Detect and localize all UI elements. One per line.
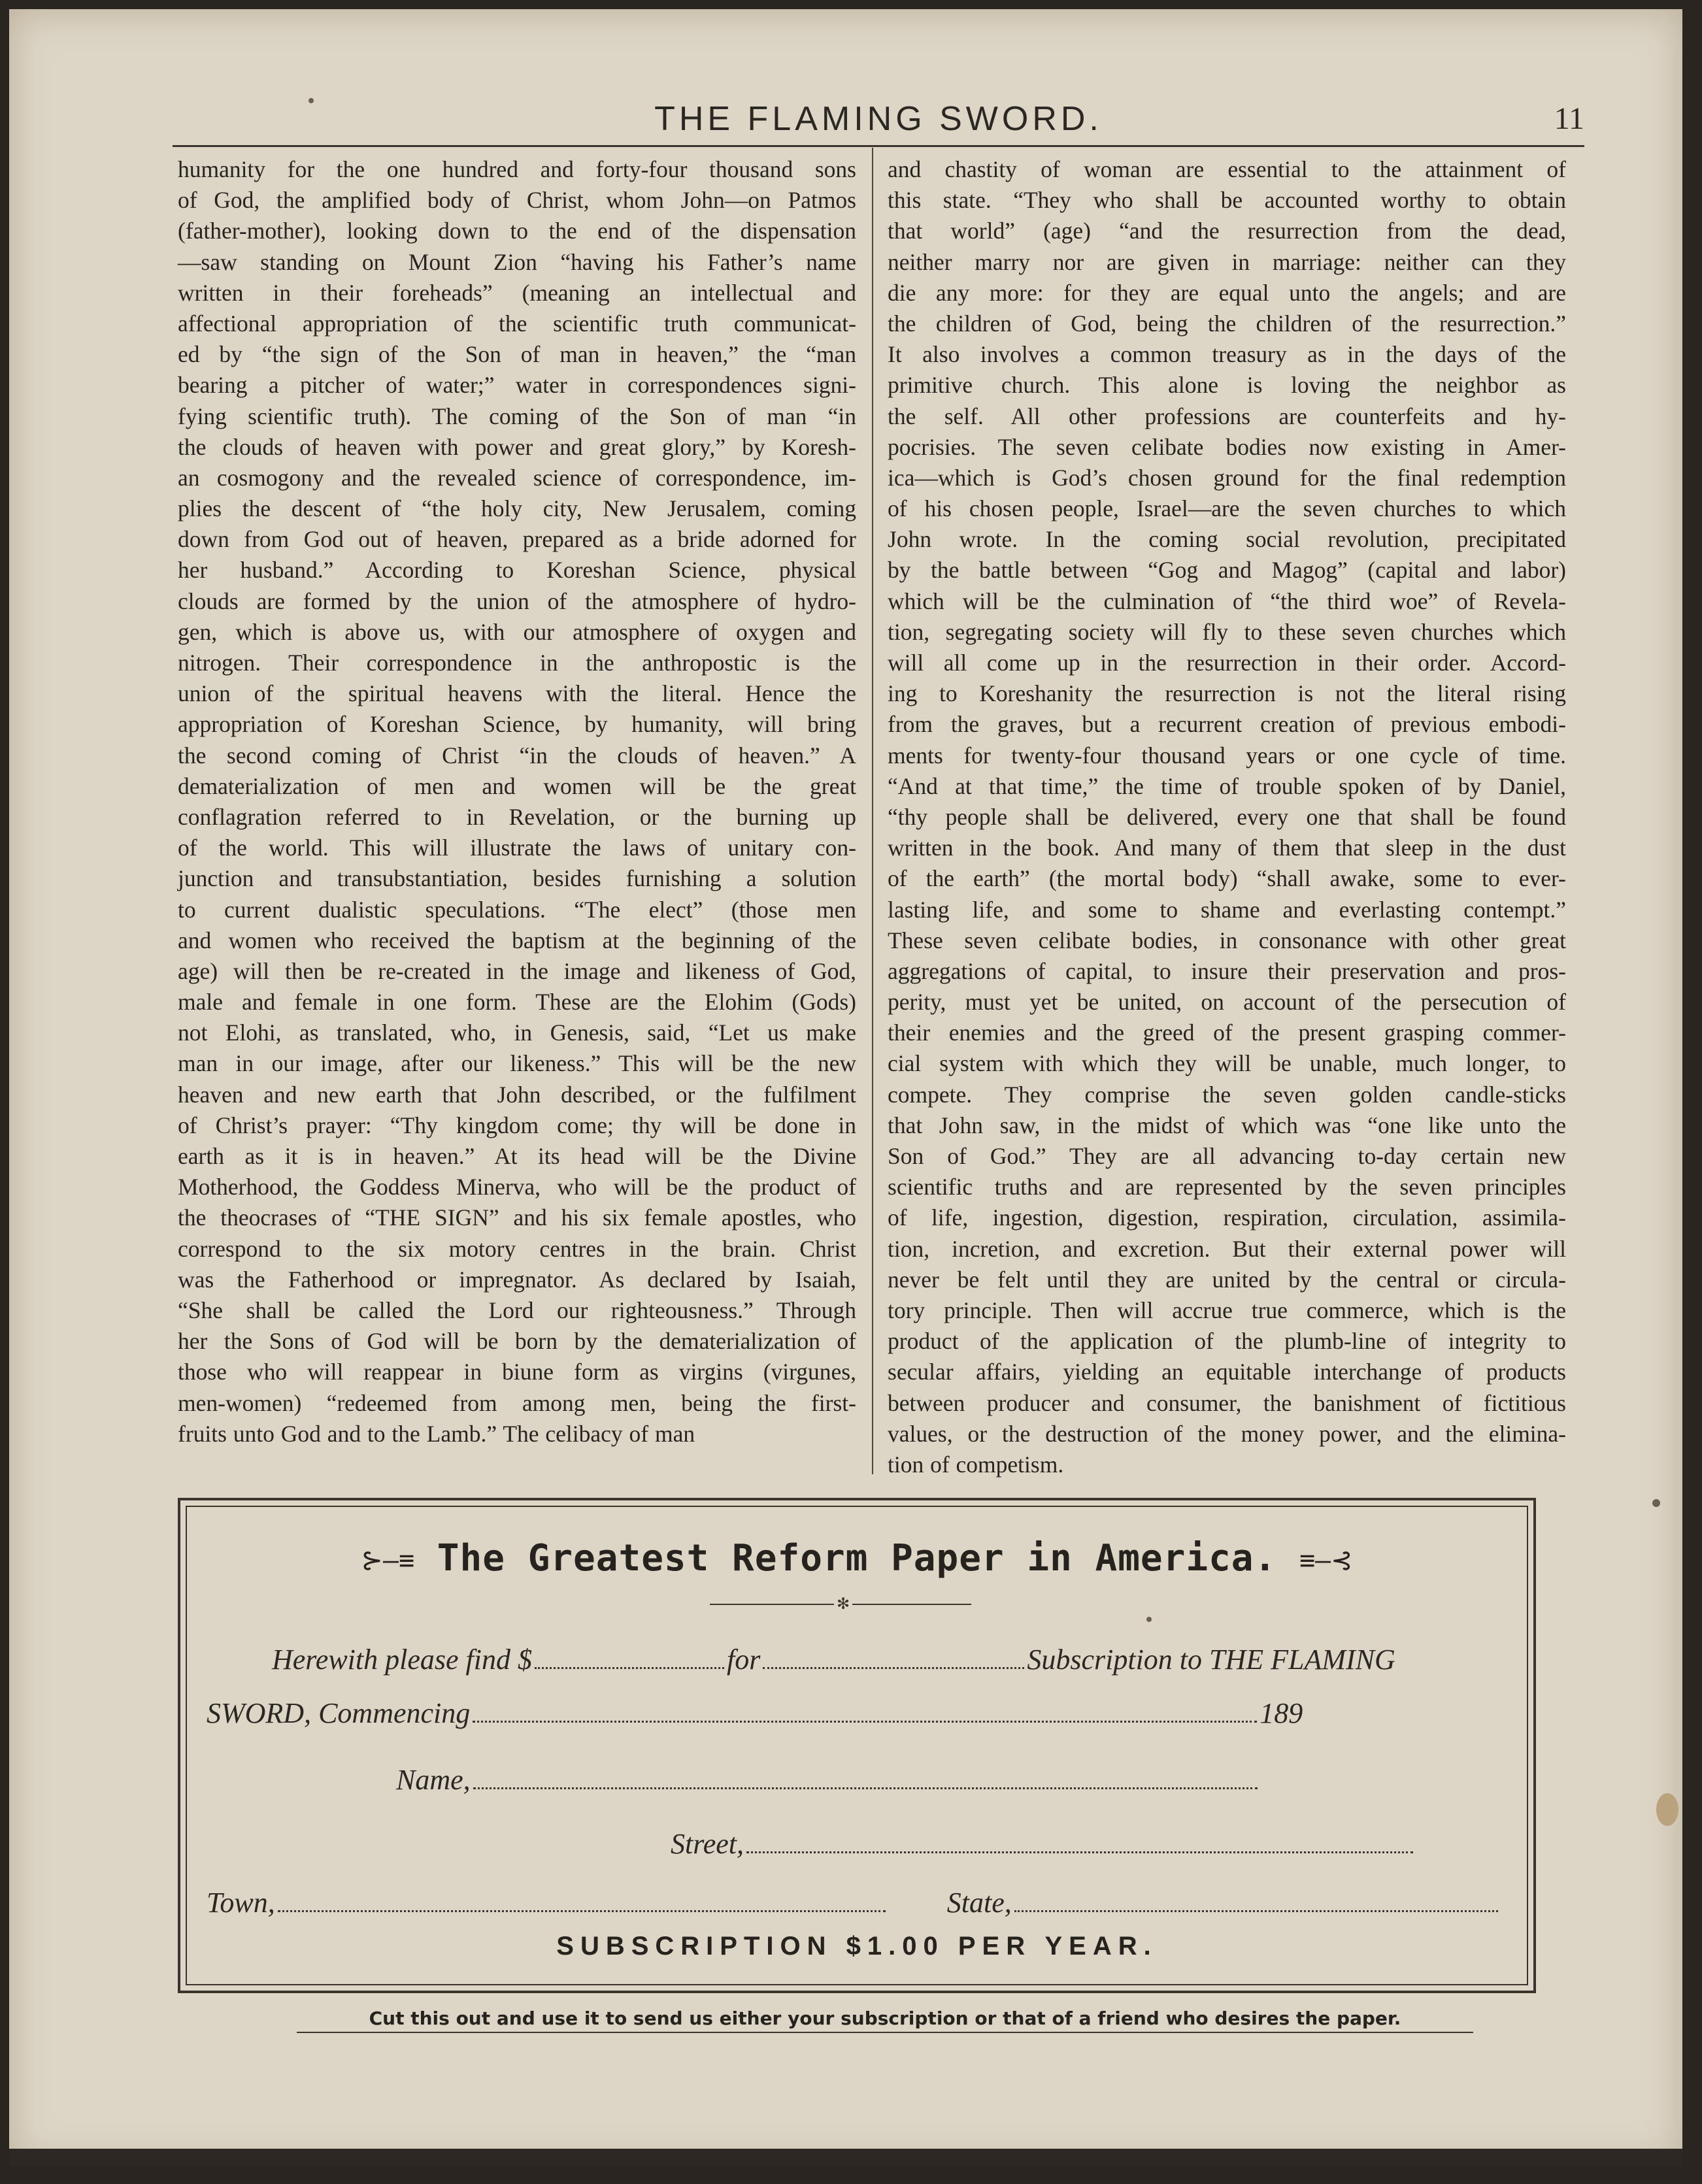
text-line-content: this state. “They who shall be accounted worthy to obtain — [888, 187, 1566, 214]
text-line-content: product of the application of the plumb-line of integrity to — [888, 1328, 1566, 1355]
text-line — [888, 895, 1566, 925]
text-line — [178, 308, 856, 339]
ornament-right-icon: ≡—⊰ — [1299, 1545, 1353, 1576]
ink-speck — [309, 98, 314, 103]
text-line — [888, 709, 1566, 740]
text-line — [888, 956, 1566, 987]
text-line-content: was the Fatherhood or impregnator. As declared by Isaiah, — [178, 1266, 856, 1293]
text-line-content: the self. All other professions are counterfeits and hy- — [888, 403, 1566, 429]
text-line — [178, 1048, 856, 1079]
text-line-content: the theocrases of “THE SIGN” and his six female apostles, who — [178, 1204, 856, 1231]
name-field[interactable] — [473, 1785, 1258, 1789]
year-prefix: 189 — [1260, 1697, 1303, 1729]
text-line — [888, 678, 1566, 709]
text-line — [888, 586, 1566, 617]
text-line-content: primitive church. This alone is loving the neighbor as — [888, 372, 1566, 399]
text-line — [888, 216, 1566, 246]
text-line — [888, 370, 1566, 401]
text-line-content: fruits unto God and to the Lamb.” The celibacy of man — [178, 1420, 695, 1447]
text-line-content: scientific truths and are represented by the seven principles — [888, 1174, 1566, 1200]
subscription-form-box — [178, 1498, 1536, 1993]
text-line-content: conflagration referred to in Revelation, or the burning up — [178, 803, 856, 830]
text-line — [888, 833, 1566, 863]
text-line — [888, 1048, 1566, 1079]
form-line-name — [396, 1763, 1260, 1796]
text-line-content: affectional appropriation of the scientific truth communicat- — [178, 310, 856, 337]
text-line — [178, 432, 856, 463]
text-line-content: It also involves a common treasury as in the days of the — [888, 341, 1566, 368]
text-line — [888, 339, 1566, 370]
text-line-content: pocrisies. The seven celibate bodies now existing in Amer- — [888, 433, 1566, 460]
commencing-date-field[interactable] — [473, 1718, 1257, 1723]
text-line — [888, 863, 1566, 894]
ornamental-divider — [710, 1596, 971, 1613]
text-line-content: which will be the culmination of “the third woe” of Revela- — [888, 587, 1566, 614]
text-line — [888, 247, 1566, 278]
text-line — [888, 1449, 1566, 1480]
term-field[interactable] — [763, 1664, 1024, 1669]
text-line — [178, 1080, 856, 1110]
text-line-content: the second coming of Christ “in the clouds of heaven.” A — [178, 742, 856, 769]
text-line-content: between producer and consumer, the banishment of fictitious — [888, 1389, 1566, 1416]
text-line — [888, 1295, 1566, 1326]
text-line-content: that John saw, in the midst of which was “one like unto the — [888, 1112, 1566, 1138]
text-line-content: to current dualistic speculations. “The elect” (those men — [178, 896, 856, 923]
ornament-left-icon: ⊱—≡ — [361, 1545, 415, 1576]
text-line — [888, 524, 1566, 555]
name-label: Name, — [396, 1764, 471, 1796]
text-line — [888, 771, 1566, 802]
text-line-content: Son of God.” They are all advancing to-day certain new — [888, 1143, 1566, 1169]
text-line-content: of life, ingestion, digestion, respiration, circulation, assimila- — [888, 1204, 1566, 1231]
text-line — [888, 1326, 1566, 1357]
text-line — [888, 925, 1566, 956]
text-line — [178, 401, 856, 432]
masthead — [173, 99, 1584, 145]
text-line-content: tion of competism. — [888, 1451, 1064, 1478]
text-line-content: bearing a pitcher of water;” water in correspondences signi- — [178, 372, 856, 399]
text-line-content: of the world. This will illustrate the laws of unitary con- — [178, 835, 856, 861]
magazine-page — [9, 9, 1682, 2166]
text-line-content: ing to Koreshanity the resurrection is not the literal rising — [888, 680, 1566, 707]
text-line — [178, 1110, 856, 1141]
text-line-content: heaven and new earth that John described, or the fulfilment — [178, 1081, 856, 1108]
text-line-content: ed by “the sign of the Son of man in heaven,” the “man — [178, 341, 856, 368]
text-line-content: man in our image, after our likeness.” This will be the new — [178, 1050, 856, 1077]
text-line — [178, 216, 856, 246]
text-line — [178, 1172, 856, 1202]
text-line-content: nitrogen. Their correspondence in the anthropostic is the — [178, 650, 856, 676]
text-line-content: values, or the destruction of the money power, and the elimina- — [888, 1420, 1566, 1447]
text-line-content: of God, the amplified body of Christ, whom John—on Patmos — [178, 187, 856, 214]
text-line-content: tory principle. Then will accrue true commerce, which is the — [888, 1297, 1566, 1323]
text-line — [178, 1018, 856, 1048]
text-line — [888, 740, 1566, 771]
publication-title: THE FLAMING SWORD. — [654, 100, 1103, 138]
text-line-content: that world” (age) “and the resurrection from the dead, — [888, 218, 1566, 244]
state-field[interactable] — [1014, 1908, 1498, 1912]
text-line-content: dematerialization of men and women will be the great — [178, 772, 856, 799]
text-line — [888, 1110, 1566, 1141]
form-line-payment — [272, 1643, 1395, 1676]
text-line — [178, 1326, 856, 1357]
text-line — [178, 339, 856, 370]
town-label: Town, — [207, 1887, 275, 1919]
text-line — [888, 401, 1566, 432]
text-line — [178, 154, 856, 185]
text-line — [888, 278, 1566, 308]
text-line — [178, 802, 856, 833]
text-line — [178, 1202, 856, 1233]
text-line-content: her the Sons of God will be born by the dematerialization of — [178, 1328, 856, 1355]
text-line — [178, 648, 856, 678]
text-line — [888, 1265, 1566, 1295]
text-line — [178, 1357, 856, 1387]
text-line — [888, 432, 1566, 463]
promo-headline-text: The Greatest Reform Paper in America. — [437, 1537, 1277, 1580]
text-line-content: (father-mother), looking down to the end of the dispensation — [178, 218, 856, 244]
text-line — [888, 802, 1566, 833]
text-line-content: clouds are formed by the union of the atmosphere of hydro- — [178, 587, 856, 614]
text-line — [888, 1141, 1566, 1172]
text-line-content: down from God out of heaven, prepared as a bride adorned for — [178, 526, 856, 553]
street-label: Street, — [671, 1828, 744, 1860]
text-line — [178, 925, 856, 956]
text-line — [178, 1295, 856, 1326]
form-line-commencing — [207, 1696, 1303, 1730]
text-line — [888, 648, 1566, 678]
text-line — [178, 1419, 856, 1449]
text-line — [178, 678, 856, 709]
text-line-content: “And at that time,” the time of trouble spoken of by Daniel, — [888, 772, 1566, 799]
text-line — [178, 493, 856, 524]
text-line — [178, 833, 856, 863]
text-line-content: aggregations of capital, to insure their preservation and pros- — [888, 957, 1566, 984]
cut-out-instruction: Cut this out and use it to send us either your subscription or that of a friend who desires the paper. — [297, 2008, 1473, 2033]
text-line-content: plies the descent of “the holy city, New Jerusalem, coming — [178, 495, 856, 522]
ink-speck — [1146, 1617, 1152, 1622]
street-field[interactable] — [746, 1849, 1413, 1853]
text-line-content: correspond to the six motory centres in the brain. Christ — [178, 1235, 856, 1262]
text-line — [178, 740, 856, 771]
text-line-content: tion, incretion, and excretion. But their external power will — [888, 1235, 1566, 1262]
state-label: State, — [946, 1887, 1012, 1919]
page-number: 11 — [1554, 101, 1584, 136]
text-line — [888, 1388, 1566, 1419]
text-line — [888, 1018, 1566, 1048]
header-rule — [173, 145, 1584, 147]
text-line-content: the children of God, being the children of the resurrection.” — [888, 310, 1566, 337]
text-line-content: and women who received the baptism at the beginning of the — [178, 927, 856, 953]
text-line-content: by the battle between “Gog and Magog” (capital and labor) — [888, 557, 1566, 584]
text-line-content: John wrote. In the coming social revolution, precipitated — [888, 526, 1566, 553]
right-column-text — [888, 154, 1566, 1480]
commencing-label: SWORD, Commencing — [207, 1697, 471, 1729]
subscription-price: SUBSCRIPTION $1.00 PER YEAR. — [556, 1932, 1158, 1961]
text-line-content: These seven celibate bodies, in consonance with other great — [888, 927, 1566, 953]
text-line-content: fying scientific truth). The coming of the Son of man “in — [178, 403, 856, 429]
text-line — [178, 555, 856, 586]
text-line — [178, 956, 856, 987]
text-line-content: tion, segregating society will fly to these seven churches which — [888, 618, 1566, 645]
text-line — [888, 1234, 1566, 1265]
text-line — [178, 1141, 856, 1172]
text-line-content: will all come up in the resurrection in their order. Accord- — [888, 650, 1566, 676]
text-line-content: ica—which is God’s chosen ground for the final redemption — [888, 464, 1566, 491]
amount-field[interactable] — [535, 1664, 724, 1669]
text-line — [178, 1234, 856, 1265]
text-line — [178, 987, 856, 1018]
text-line-content: Motherhood, the Goddess Minerva, who will be the product of — [178, 1174, 856, 1200]
text-line-content: from the graves, but a recurrent creation of previous embodi- — [888, 711, 1566, 738]
text-line — [888, 555, 1566, 586]
text-line-content: of his chosen people, Israel—are the seven churches to which — [888, 495, 1566, 522]
text-line — [178, 863, 856, 894]
text-line — [888, 987, 1566, 1018]
text-line — [178, 709, 856, 740]
text-line — [888, 463, 1566, 493]
text-line-content: her husband.” According to Koreshan Science, physical — [178, 557, 856, 584]
text-line — [178, 617, 856, 648]
text-line-content: age) will then be re-created in the image and likeness of God, — [178, 957, 856, 984]
text-line — [888, 1172, 1566, 1202]
column-divider — [872, 148, 873, 1474]
text-line — [178, 1265, 856, 1295]
form-line-street — [671, 1827, 1416, 1861]
text-line — [888, 154, 1566, 185]
text-line — [888, 308, 1566, 339]
text-line-content: those who will reappear in biune form as virgins (virgunes, — [178, 1359, 856, 1385]
text-line-content: ments for twenty-four thousand years or one cycle of time. — [888, 742, 1566, 769]
text-line-content: written in their foreheads” (meaning an intellectual and — [178, 279, 856, 306]
text-line — [178, 524, 856, 555]
text-line-content: secular affairs, yielding an equitable interchange of products — [888, 1359, 1566, 1385]
text-line-content: “She shall be called the Lord our righteousness.” Through — [178, 1297, 856, 1323]
text-line-content: not Elohi, as translated, who, in Genesis, said, “Let us make — [178, 1019, 856, 1046]
text-line — [888, 617, 1566, 648]
text-line — [888, 493, 1566, 524]
text-line — [178, 247, 856, 278]
text-line-content: and chastity of woman are essential to the attainment of — [888, 156, 1566, 182]
text-line-content: never be felt until they are united by the central or circula- — [888, 1266, 1566, 1293]
text-line — [178, 895, 856, 925]
text-line — [178, 278, 856, 308]
text-line-content: “thy people shall be delivered, every one that shall be found — [888, 803, 1566, 830]
text-line — [178, 463, 856, 493]
payment-label: Herewith please find $ — [272, 1644, 532, 1676]
text-line — [178, 771, 856, 802]
subscription-label: Subscription to THE FLAMING — [1027, 1644, 1395, 1676]
text-line — [888, 1357, 1566, 1387]
text-line-content: appropriation of Koreshan Science, by humanity, will bring — [178, 711, 856, 738]
left-column-text — [178, 154, 856, 1449]
text-line-content: humanity for the one hundred and forty-four thousand sons — [178, 156, 856, 182]
promo-headline — [180, 1537, 1533, 1580]
town-field[interactable] — [278, 1908, 886, 1912]
text-line-content: union of the spiritual heavens with the literal. Hence the — [178, 680, 856, 707]
text-line-content: written in the book. And many of them that sleep in the dust — [888, 835, 1566, 861]
text-line — [888, 185, 1566, 216]
text-line-content: compete. They comprise the seven golden candle-sticks — [888, 1081, 1566, 1108]
text-line — [178, 370, 856, 401]
text-line-content: gen, which is above us, with our atmosphere of oxygen and — [178, 618, 856, 645]
text-line-content: of the earth” (the mortal body) “shall awake, some to ever- — [888, 865, 1566, 892]
text-line — [178, 185, 856, 216]
for-label: for — [726, 1644, 761, 1676]
text-line-content: their enemies and the greed of the present grasping commer- — [888, 1019, 1566, 1046]
text-line — [888, 1419, 1566, 1449]
ink-speck — [1652, 1499, 1660, 1507]
text-line — [178, 1388, 856, 1419]
text-line-content: earth as it is in heaven.” At its head will be the Divine — [178, 1143, 856, 1169]
text-line-content: of Christ’s prayer: “Thy kingdom come; thy will be done in — [178, 1112, 856, 1138]
text-line-content: an cosmogony and the revealed science of correspondence, im- — [178, 464, 856, 491]
text-line-content: cial system with which they will be unable, much longer, to — [888, 1050, 1566, 1077]
text-line-content: men-women) “redeemed from among men, being the first- — [178, 1389, 856, 1416]
text-line-content: the clouds of heaven with power and great glory,” by Koresh- — [178, 433, 856, 460]
text-line-content: perity, must yet be united, on account of the persecution of — [888, 989, 1566, 1016]
paper-stain — [1656, 1793, 1678, 1826]
text-line-content: neither marry nor are given in marriage: neither can they — [888, 248, 1566, 275]
text-line-content: male and female in one form. These are the Elohim (Gods) — [178, 989, 856, 1016]
text-line — [888, 1080, 1566, 1110]
asterism-icon: ✻ — [834, 1595, 852, 1613]
text-line — [888, 1202, 1566, 1233]
form-line-town-state — [207, 1886, 1501, 1919]
text-line-content: lasting life, and some to shame and everlasting contempt.” — [888, 896, 1566, 923]
text-line-content: junction and transubstantiation, besides furnishing a solution — [178, 865, 856, 892]
text-line-content: —saw standing on Mount Zion “having his Father’s name — [178, 248, 856, 275]
text-line-content: die any more: for they are equal unto the angels; and are — [888, 279, 1566, 306]
text-line — [178, 586, 856, 617]
